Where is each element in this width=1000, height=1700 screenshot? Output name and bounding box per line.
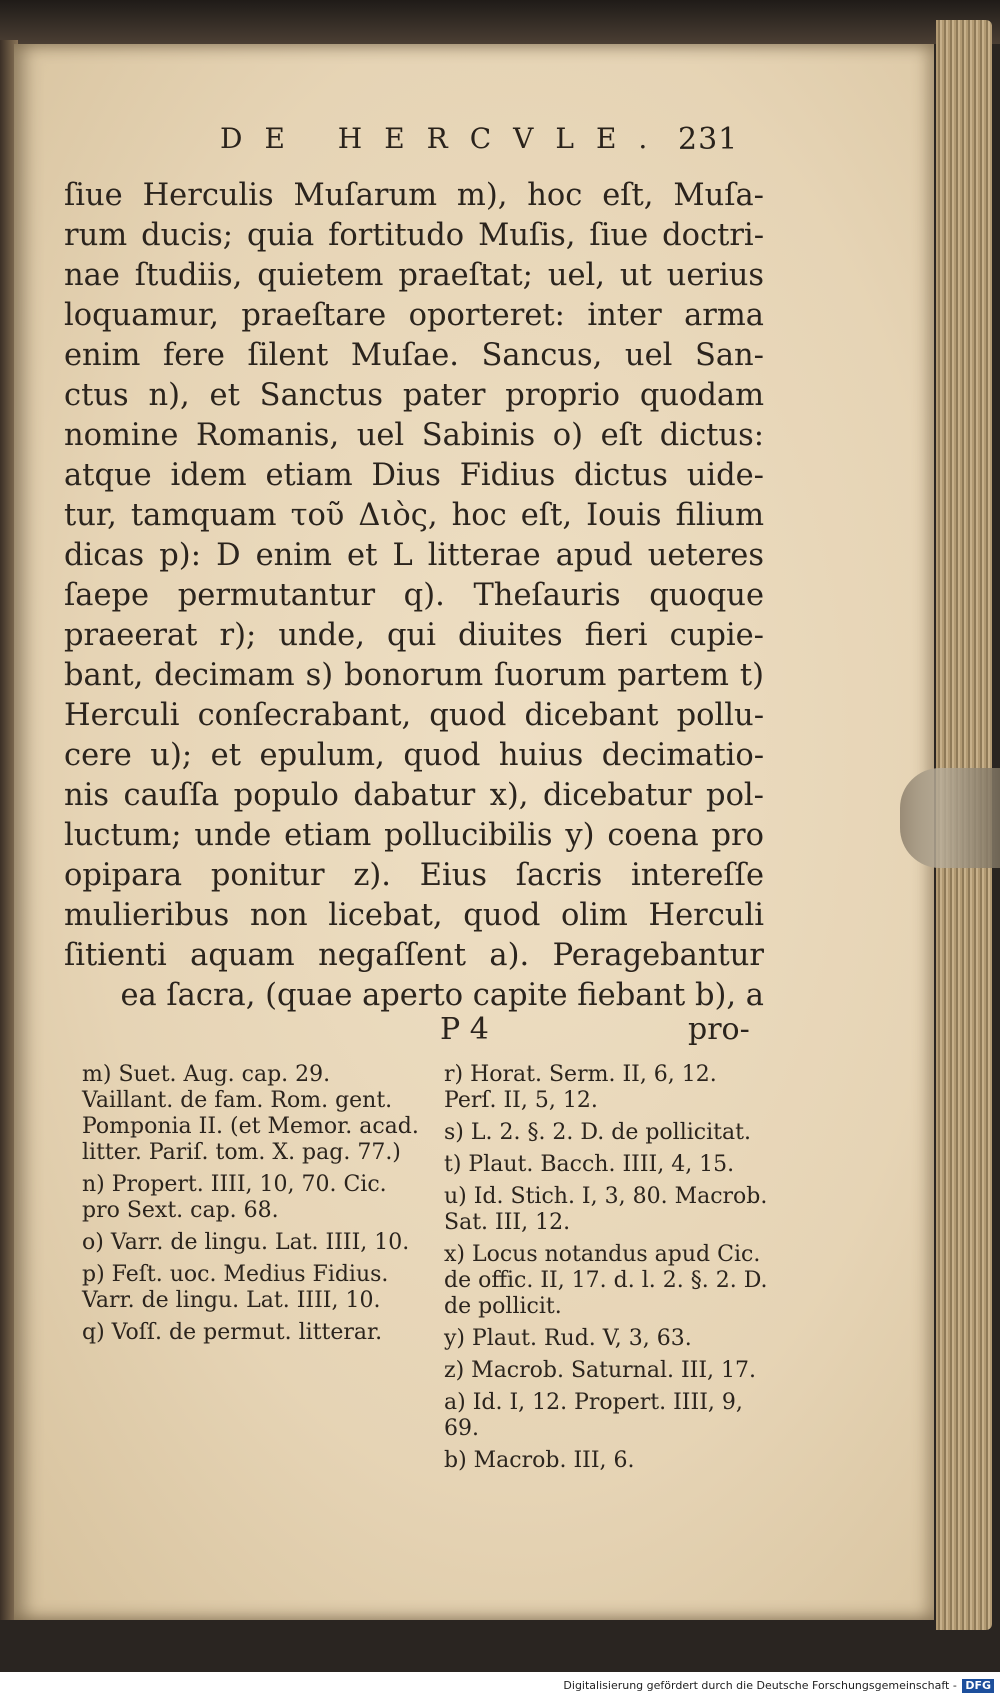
text-line: opipara ponitur z). Eius ſacris intereſſe	[64, 858, 764, 893]
text-line: ctus n), et Sanctus pater proprio quodam	[64, 378, 764, 413]
text-line: Herculi conſecrabant, quod dicebant pollu-	[64, 698, 764, 733]
text-line: ea ſacra, (quae aperto capite fiebant b), a	[120, 978, 764, 1013]
text-line: ſaepe permutantur q). Theſauris quoque	[64, 578, 764, 613]
footnote: r) Horat. Serm. II, 6, 12. Perſ. II, 5, 12.	[444, 1062, 717, 1113]
text-line: nis cauſſa populo dabatur x), dicebatur pol-	[64, 778, 764, 813]
footnote: u) Id. Stich. I, 3, 80. Macrob. Sat. III, 12.	[444, 1184, 768, 1235]
footnote: y) Plaut. Rud. V, 3, 63.	[444, 1326, 692, 1351]
footnote: a) Id. I, 12. Propert. IIII, 9, 69.	[444, 1390, 743, 1441]
text-line: atque idem etiam Dius Fidius dictus uide-	[64, 458, 764, 493]
footnote: n) Propert. IIII, 10, 70. Cic. pro Sext. cap. 68.	[82, 1172, 387, 1223]
text-line: ſiue Herculis Muſarum m), hoc eſt, Muſa-	[64, 178, 764, 213]
credit-text: Digitalisierung gefördert durch die Deutsche Forschungsgemeinschaft -	[563, 1679, 957, 1692]
footnotes-left-column	[82, 1062, 422, 1352]
digitization-credit	[0, 1672, 1000, 1700]
text-line: luctum; unde etiam pollucibilis y) coena pro	[64, 818, 764, 853]
dfg-logo: DFG	[962, 1679, 994, 1693]
page-number: 231	[678, 122, 739, 157]
running-title: DE HERCVLE.	[220, 122, 670, 155]
footnote: x) Locus notandus apud Cic. de offic. II, 17. d. l. 2. §. 2. D. de pollicit.	[444, 1242, 768, 1319]
page-clip	[900, 768, 1000, 868]
text-line: ſitienti aquam negaſſent a). Peragebantur	[64, 938, 764, 973]
signature-mark: P 4	[440, 1012, 489, 1047]
running-header	[220, 122, 740, 162]
book-top-edge	[0, 0, 1000, 44]
catchword: pro-	[688, 1012, 750, 1047]
footnote: q) Voſſ. de permut. litterar.	[82, 1320, 383, 1345]
text-line: cere u); et epulum, quod huius decimatio-	[64, 738, 764, 773]
text-line: mulieribus non licebat, quod olim Herculi	[64, 898, 764, 933]
footnote: o) Varr. de lingu. Lat. IIII, 10.	[82, 1230, 410, 1255]
text-line: rum ducis; quia fortitudo Muſis, ſiue doctri-	[64, 218, 764, 253]
footnote: p) Feſt. uoc. Medius Fidius. Varr. de lingu. Lat. IIII, 10.	[82, 1262, 389, 1313]
text-line: tur, tamquam τοῦ Διὸς, hoc eſt, Iouis filium	[64, 498, 764, 533]
footnote: s) L. 2. §. 2. D. de pollicitat.	[444, 1120, 751, 1145]
text-line: praeerat r); unde, qui diuites fieri cupie-	[64, 618, 764, 653]
footnote: m) Suet. Aug. cap. 29. Vaillant. de fam. Rom. gent. Pomponia II. (et Memor. acad. litter. Pariſ. tom. X. pag. 77.)	[82, 1062, 419, 1165]
text-line: bant, decimam s) bonorum ſuorum partem t)	[64, 658, 764, 693]
text-line: dicas p): D enim et L litterae apud ueteres	[64, 538, 764, 573]
text-line: enim fere ſilent Muſae. Sancus, uel San-	[64, 338, 764, 373]
main-text	[64, 176, 764, 1016]
text-line: nae ſtudiis, quietem praeſtat; uel, ut uerius	[64, 258, 764, 293]
footnote: t) Plaut. Bacch. IIII, 4, 15.	[444, 1152, 735, 1177]
text-line: nomine Romanis, uel Sabinis o) eſt dictus:	[64, 418, 764, 453]
footnotes-right-column	[444, 1062, 774, 1480]
footnote: b) Macrob. III, 6.	[444, 1448, 635, 1473]
footnote: z) Macrob. Saturnal. III, 17.	[444, 1358, 757, 1383]
text-line: loquamur, praeſtare oporteret: inter arma	[64, 298, 764, 333]
